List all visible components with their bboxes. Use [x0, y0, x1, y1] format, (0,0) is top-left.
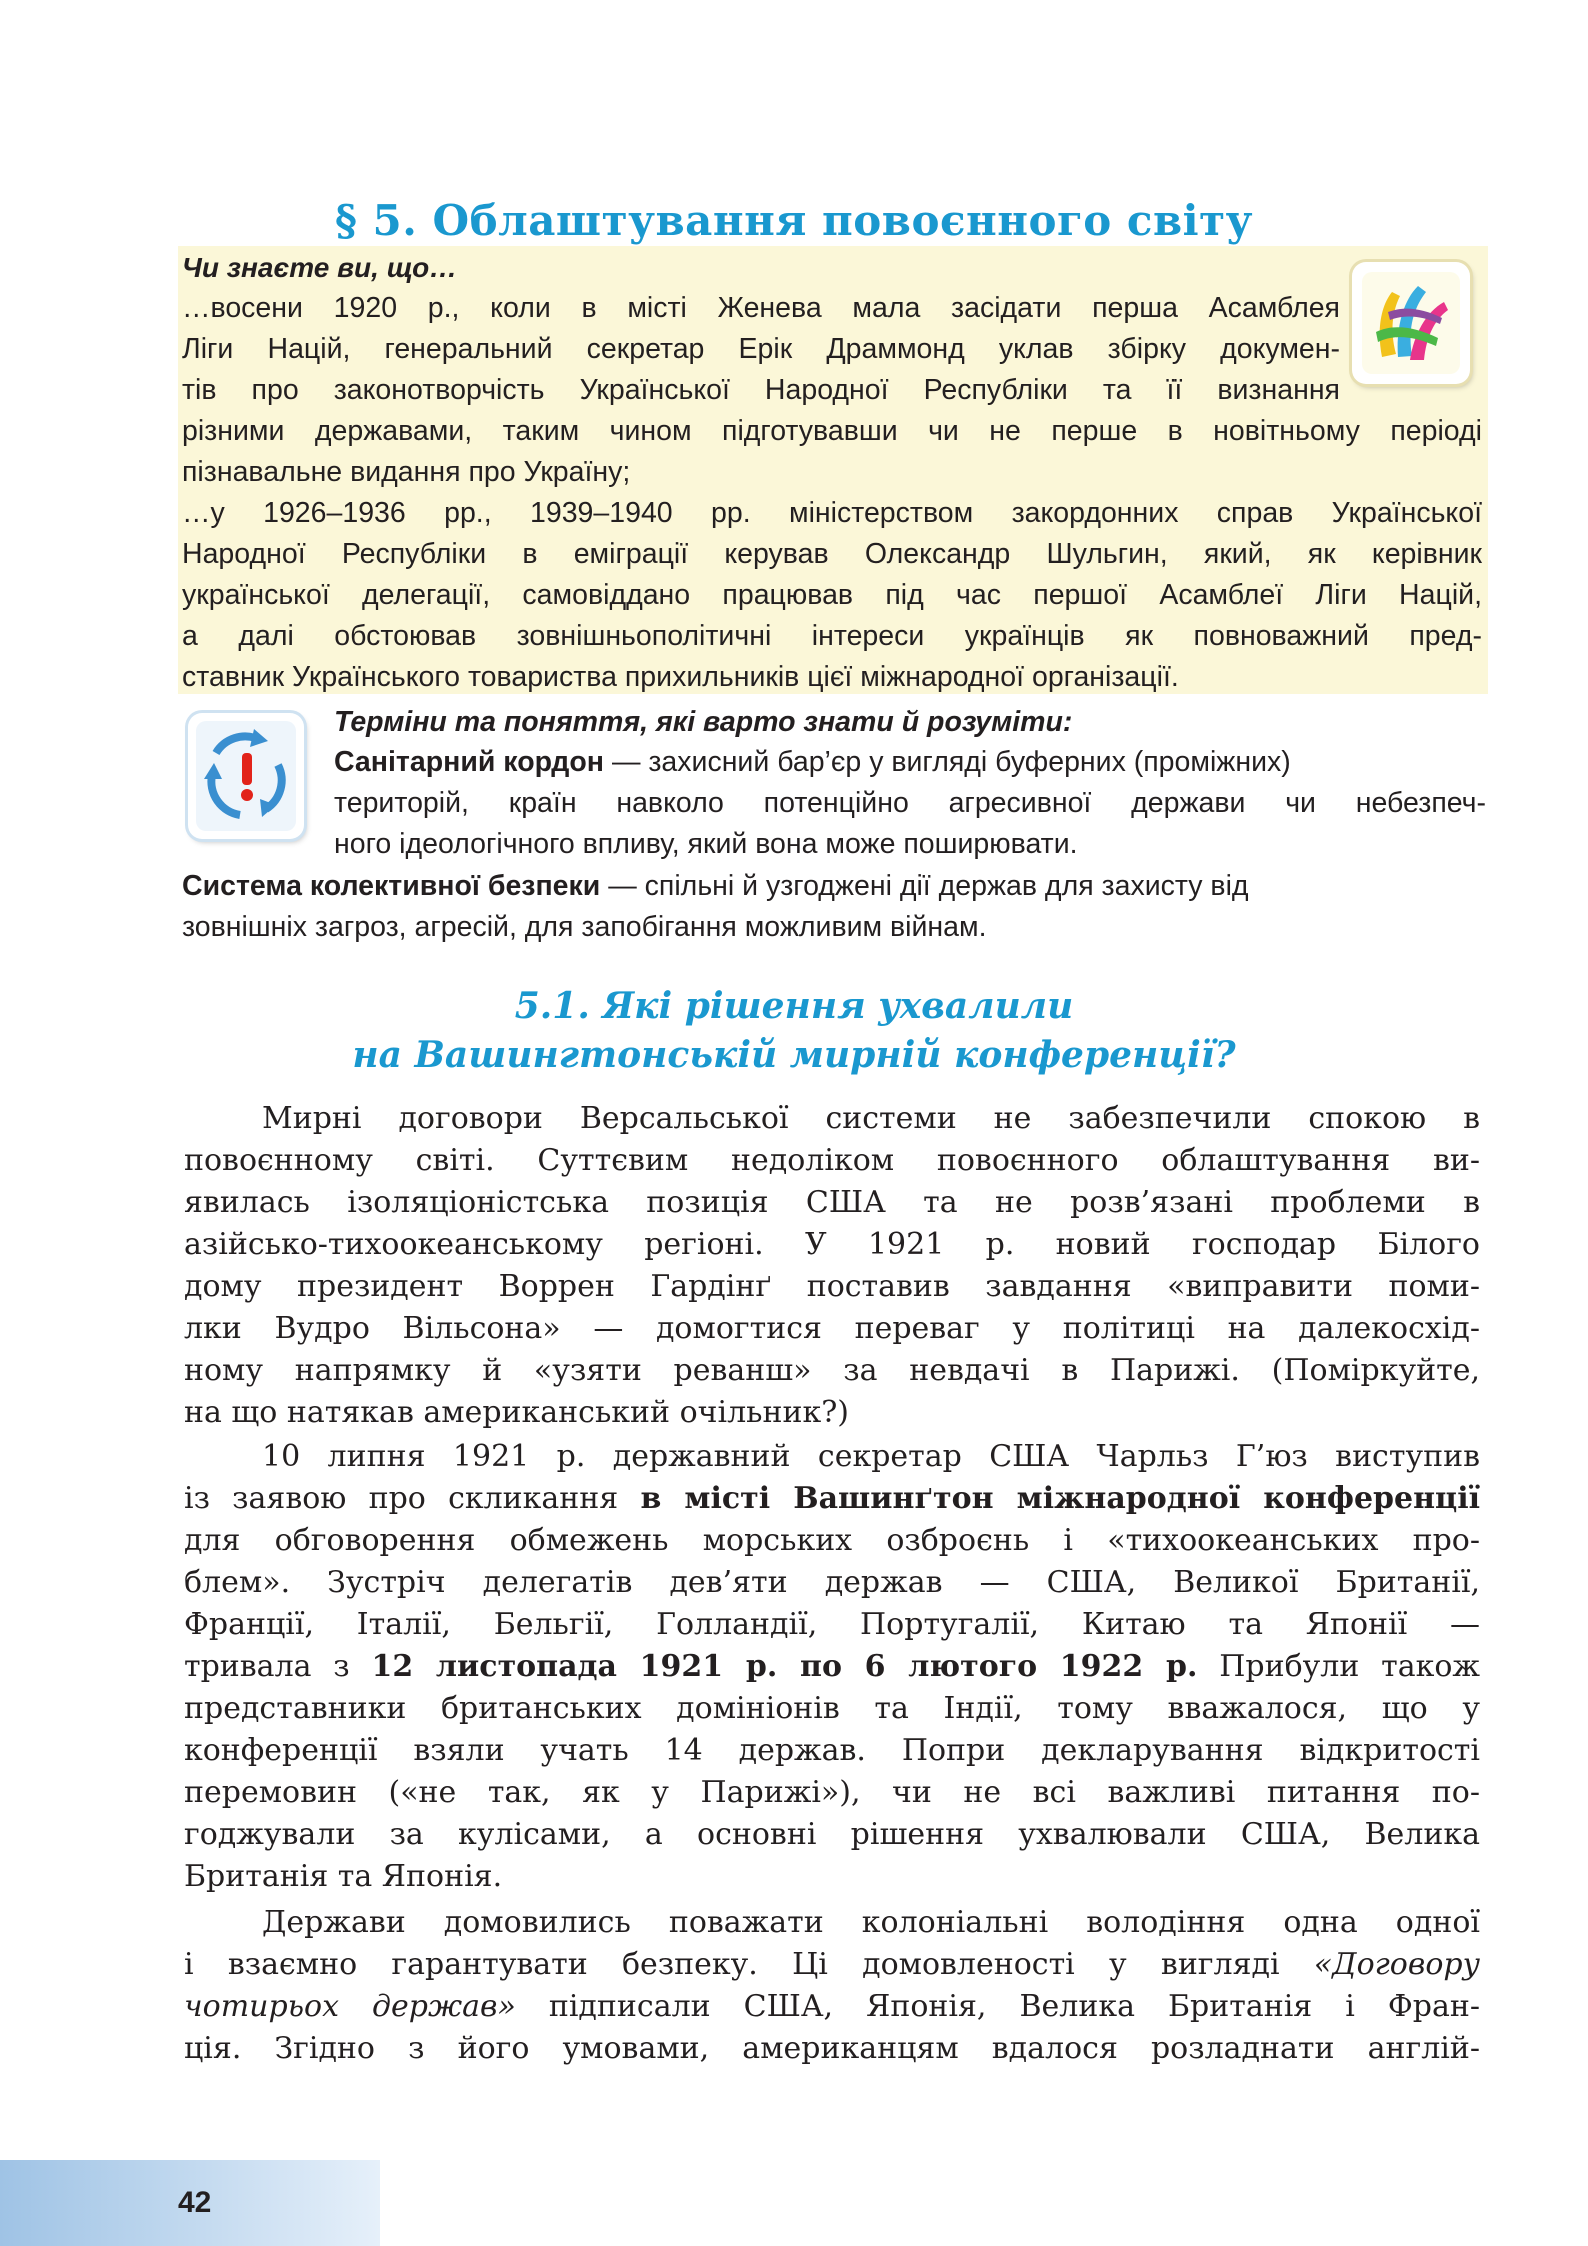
know-line: …восени 1920 р., коли в місті Женева мала засідати перша Асамблея [182, 292, 1340, 324]
body-text-line: азійсько-тихоокеанському регіоні. У 1921 р. новий господар Білого [184, 1227, 1480, 1262]
term-definition-line [334, 742, 1486, 782]
know-line: української делегації, самовіддано працював під час першої Асамблеї Ліги Націй, [182, 579, 1482, 611]
body-text-line [184, 1986, 1480, 2028]
body-text-line: лки Вудро Вільсона» — домогтися переваг у політиці на далекосхід- [184, 1311, 1480, 1346]
body-text-line: Держави домовились поважати колоніальні володіння одна одної [262, 1905, 1480, 1940]
body-text-line: Франції, Італії, Бельгії, Голландії, Португалії, Китаю та Японії — [184, 1607, 1480, 1642]
term-definition-line: територій, країн навколо потенційно агресивної держави чи небезпеч- [334, 787, 1486, 819]
body-text-bold: 12 листопада 1921 р. по 6 лютого 1922 р. [371, 1649, 1198, 1684]
page-title: § 5. Облаштування повоєнного світу [334, 196, 1254, 246]
body-text-line: конференції взяли учать 14 держав. Попри декларування відкритості [184, 1733, 1480, 1768]
body-text-line: представники британських домініонів та Індії, тому вважалося, що у [184, 1691, 1480, 1726]
term-name: Система колективної безпеки [182, 870, 601, 902]
body-text-line [184, 1478, 1480, 1520]
body-text-line [184, 1944, 1480, 1986]
term-definition-line: ного ідеологічного впливу, який вона може поширювати. [334, 828, 1078, 860]
know-line: Ліги Націй, генеральний секретар Ерік Драммонд уклав збірку докумен- [182, 333, 1340, 365]
subsection-title-line2: на Вашингтонській мирній конференції? [352, 1034, 1236, 1076]
body-text-span: із заявою про скликання [184, 1481, 641, 1516]
exclamation-arrows-icon [188, 713, 304, 839]
did-you-know-heading: Чи знаєте ви, що… [182, 252, 458, 283]
body-text-line: повоєнному світі. Суттєвим недоліком повоєнного облаштування ви- [184, 1143, 1480, 1178]
know-line: різними державами, таким чином підготувавши чи не перше в новітньому періоді [182, 415, 1482, 447]
subsection-title-line1: 5.1. Які рішення ухвалили [514, 985, 1074, 1027]
body-text-line: явилась ізоляціоністська позиція США та не розв’язані проблеми в [184, 1185, 1480, 1220]
term-definition-line: зовнішніх загроз, агресій, для запобігання можливим війнам. [182, 911, 987, 943]
body-text-line: для обговорення обмежень морських озброєнь і «тихоокеанських про- [184, 1523, 1480, 1558]
terms-heading: Терміни та поняття, які варто знати й розуміти: [334, 706, 1073, 738]
body-text-line: 10 липня 1921 р. державний секретар США Чарльз Г’юз виступив [262, 1439, 1480, 1474]
term-definition-text: — спільні й узгоджені дії держав для захисту від [608, 870, 1249, 902]
know-line: пізнавальне видання про Україну; [182, 456, 631, 488]
term-definition-line [182, 866, 1486, 906]
body-text-italic: «Договору [1313, 1947, 1480, 1982]
body-text-bold: в місті Вашинґтон міжнародної конференції [640, 1481, 1481, 1516]
body-text-line: ція. Згідно з його умовами, американцям вдалося розладнати англій- [184, 2031, 1480, 2066]
know-line: тів про законотворчість Української Народної Республіки та її визнання [182, 374, 1340, 406]
body-text-span: тривала з [184, 1649, 372, 1684]
know-line: Народної Республіки в еміграції керував Олександр Шульгин, який, як керівник [182, 538, 1482, 570]
body-text-line: дому президент Воррен Гардінґ поставив завдання «виправити поми- [184, 1269, 1480, 1304]
term-name: Санітарний кордон [334, 746, 605, 778]
body-text-italic: чотирьох держав» [184, 1989, 516, 2024]
term-definition-text: — захисний бар’єр у вигляді буферних (проміжних) [611, 746, 1291, 778]
body-text-line: на що натякав американський очільник?) [184, 1395, 849, 1430]
know-line: …у 1926–1936 рр., 1939–1940 рр. міністерством закордонних справ Української [182, 497, 1482, 529]
body-text-line: годжували за кулісами, а основні рішення ухвалювали США, Велика [184, 1817, 1480, 1852]
body-text-line [184, 1646, 1480, 1688]
body-text-line: блем». Зустріч делегатів дев’яти держав — США, Великої Британії, [184, 1565, 1480, 1600]
body-text-line: Британія та Японія. [184, 1859, 503, 1894]
body-text-line: ному напрямку й «узяти реванш» за невдачі в Парижі. (Поміркуйте, [184, 1353, 1480, 1388]
body-text-span: Прибули також [1197, 1649, 1481, 1684]
know-line: ставник Українського товариства прихильників цієї міжнародної організації. [182, 661, 1179, 693]
body-text-line: Мирні договори Версальської системи не забезпечили спокою в [262, 1101, 1480, 1136]
body-text-line: перемовин («не так, як у Парижі»), чи не всі важливі питання по- [184, 1775, 1480, 1810]
know-line: а далі обстоював зовнішньополітичні інтереси українців як повноважний пред- [182, 620, 1482, 652]
body-text-span: підписали США, Японія, Велика Британія і Фран- [515, 1989, 1480, 2024]
page-number: 42 [178, 2186, 212, 2219]
body-text-span: і взаємно гарантувати безпеку. Ці домовленості у вигляді [184, 1947, 1314, 1982]
